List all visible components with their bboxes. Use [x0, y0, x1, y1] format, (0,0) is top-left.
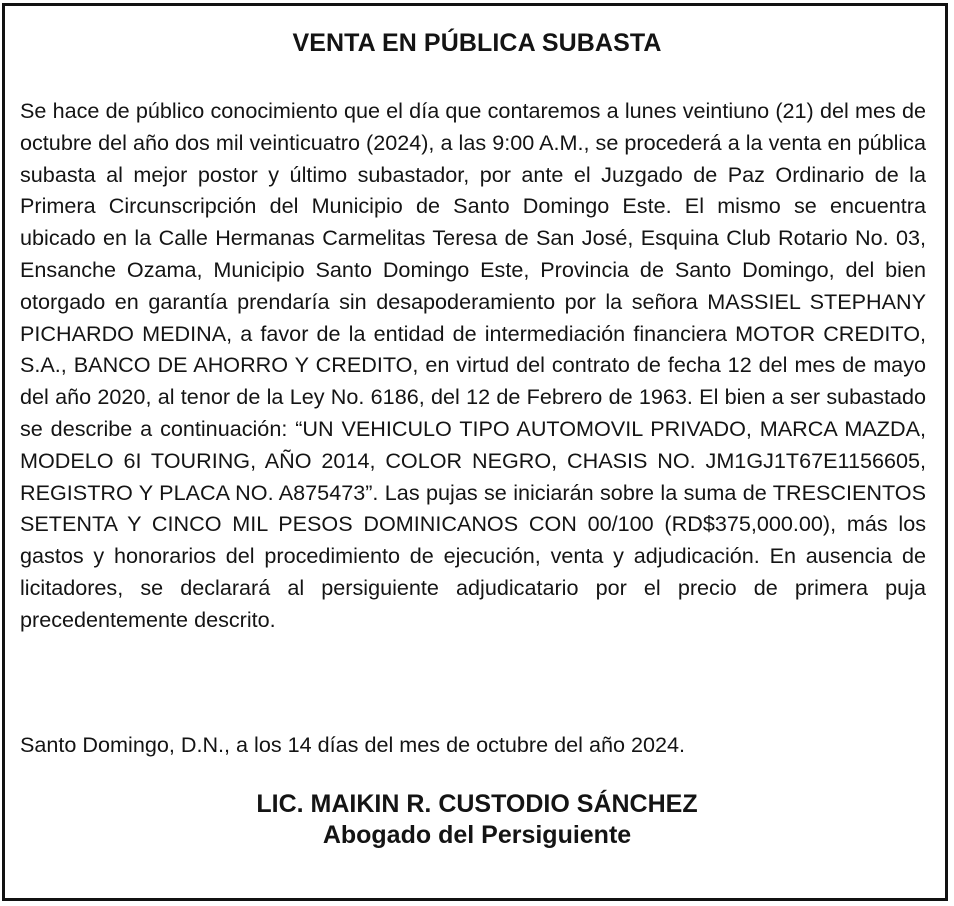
- notice-dateline: Santo Domingo, D.N., a los 14 días del mes de octubre del año 2024.: [20, 732, 686, 757]
- notice-title: VENTA EN PÚBLICA SUBASTA: [292, 29, 662, 57]
- signatory-role: Abogado del Persiguiente: [322, 821, 632, 849]
- signatory-name: LIC. MAIKIN R. CUSTODIO SÁNCHEZ: [256, 790, 698, 818]
- notice-body-paragraph: Se hace de público conocimiento que el día que contaremos a lunes veintiuno (21) del mes de octubre del año dos mil veinticuatro (2024), a las 9:00 A.M., se procederá a la venta en pública subasta al mejor postor y último subastador, por ante el Juzgado de Paz Ordinario de la Primera Circunscripción del Municipio de Santo Domingo Este. El mismo se encuentra ubicado en la Calle Hermanas Carmelitas Teresa de San José, Esquina Club Rotario No. 03, Ensanche Ozama, Municipio Santo Domingo Este, Provincia de Santo Domingo, del bien otorgado en garantía prendaría sin desapoderamiento por la señora MASSIEL STEPHANY PICHARDO MEDINA, a favor de la entidad de intermediación financiera MOTOR CREDITO, S.A., BANCO DE AHORRO Y CREDITO, en virtud del contrato de fecha 12 del mes de mayo del año 2020, al tenor de la Ley No. 6186, del 12 de Febrero de 1963. El bien a ser subastado se describe a continuación: “UN VEHICULO TIPO AUTOMOVIL PRIVADO, MARCA MAZDA, MODELO 6I TOURING, AÑO 2014, COLOR NEGRO, CHASIS NO. JM1GJ1T67E1156605, REGISTRO Y PLACA NO. A875473”. Las pujas se iniciarán sobre la suma de TRESCIENTOS SETENTA Y CINCO MIL PESOS DOMINICANOS CON 00/100 (RD$375,000.00), más los gastos y honorarios del procedimiento de ejecución, venta y adjudicación. En ausencia de licitadores, se declarará al persiguiente adjudicatario por el precio de primera puja precedentemente descrito.: [20, 98, 926, 632]
